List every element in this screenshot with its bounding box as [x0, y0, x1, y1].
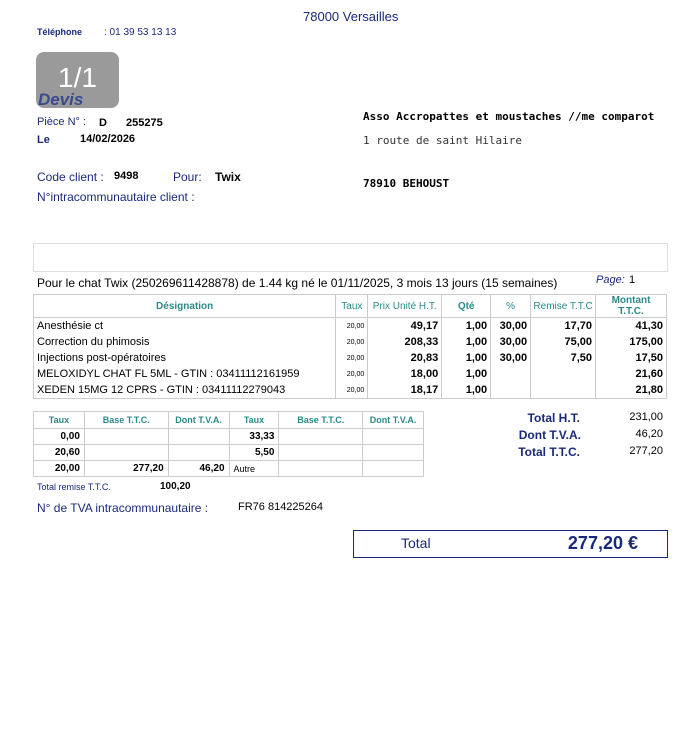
- cell-designation: XEDEN 15MG 12 CPRS - GTIN : 03411112279043: [34, 382, 336, 399]
- piece-number: 255275: [126, 117, 163, 129]
- cell-percent: 30,00: [491, 318, 531, 335]
- cell-remise: 17,70: [531, 318, 596, 335]
- cell-designation: Anesthésie ct: [34, 318, 336, 335]
- cell-qte: 1,00: [442, 350, 491, 366]
- lines-table: [33, 294, 667, 399]
- total-ht-value: 231,00: [629, 411, 663, 423]
- client-address: 1 route de saint Hilaire: [363, 134, 522, 147]
- table-row: [34, 382, 667, 399]
- col-percent: %: [491, 295, 531, 318]
- piece-prefix: D: [99, 117, 107, 129]
- vat-header-row: [34, 412, 424, 429]
- total-ttc-label: Total T.T.C.: [518, 445, 580, 459]
- vat-cell: [84, 429, 168, 445]
- total-remise-value: 100,20: [160, 481, 191, 492]
- document-date: 14/02/2026: [80, 133, 136, 145]
- vat-cell: [168, 429, 229, 445]
- table-row: [34, 366, 667, 382]
- cell-designation: MELOXIDYL CHAT FL 5ML - GTIN : 03411112161959: [34, 366, 336, 382]
- grand-total-label: Total: [401, 535, 431, 551]
- total-remise-label: Total remise T.T.C.: [37, 482, 111, 492]
- vat-cell: 0,00: [34, 429, 85, 445]
- cell-prix: 49,17: [368, 318, 442, 335]
- cell-taux: 20,00: [336, 382, 368, 399]
- vat-cell: [279, 429, 363, 445]
- col-qte: Qté: [442, 295, 491, 318]
- cell-prix: 18,00: [368, 366, 442, 382]
- vat-cell: 46,20: [168, 461, 229, 477]
- cell-montant: 21,60: [596, 366, 667, 382]
- cell-qte: 1,00: [442, 382, 491, 399]
- cell-percent: 30,00: [491, 334, 531, 350]
- client-city: 78910 BEHOUST: [363, 177, 450, 190]
- telephone-label: Téléphone: [37, 27, 83, 37]
- vat-cell: 20,60: [34, 445, 85, 461]
- page-label: Page:: [596, 274, 625, 286]
- notes-box: [33, 243, 668, 272]
- vat-cell: [84, 445, 168, 461]
- tva-intra-value: FR76 814225264: [238, 501, 324, 513]
- piece-label: Pièce N° :: [37, 116, 87, 128]
- date-label: Le: [37, 134, 50, 146]
- cell-prix: 20,83: [368, 350, 442, 366]
- cell-montant: 17,50: [596, 350, 667, 366]
- cell-designation: Injections post-opératoires: [34, 350, 336, 366]
- vat-col-dont-tva-2: Dont T.V.A.: [363, 412, 424, 429]
- cell-prix: 208,33: [368, 334, 442, 350]
- cell-remise: [531, 382, 596, 399]
- cell-percent: 30,00: [491, 350, 531, 366]
- page-badge-text: 1/1: [58, 62, 97, 93]
- pour-label: Pour:: [173, 170, 202, 184]
- vat-cell: [363, 461, 424, 477]
- patient-description: Pour le chat Twix (250269611428878) de 1.44 kg né le 01/11/2025, 3 mois 13 jours (15 semaines): [37, 276, 558, 290]
- vat-cell: Autre: [229, 461, 279, 477]
- cell-taux: 20,00: [336, 350, 368, 366]
- cell-remise: [531, 366, 596, 382]
- vat-cell: 20,00: [34, 461, 85, 477]
- cell-prix: 18,17: [368, 382, 442, 399]
- vat-cell: [363, 429, 424, 445]
- table-row: [34, 318, 667, 335]
- vat-col-base-2: Base T.T.C.: [279, 412, 363, 429]
- client-name: Asso Accropattes et moustaches //me comparot: [363, 110, 655, 123]
- col-montant: Montant T.T.C.: [596, 295, 667, 318]
- col-taux: Taux: [336, 295, 368, 318]
- vat-cell: [279, 461, 363, 477]
- total-tva-value: 46,20: [635, 428, 663, 440]
- pour-value: Twix: [215, 170, 241, 184]
- table-row: [34, 445, 424, 461]
- table-row: [34, 429, 424, 445]
- vat-cell: [168, 445, 229, 461]
- cell-qte: 1,00: [442, 334, 491, 350]
- company-city: 78000 Versailles: [303, 9, 399, 24]
- client-intra-label: N°intracommunautaire client :: [37, 190, 195, 204]
- page-number: 1: [629, 274, 636, 286]
- cell-montant: 175,00: [596, 334, 667, 350]
- cell-percent: [491, 382, 531, 399]
- total-ttc-value: 277,20: [629, 445, 663, 457]
- vat-col-taux: Taux: [34, 412, 85, 429]
- cell-qte: 1,00: [442, 366, 491, 382]
- cell-taux: 20,00: [336, 334, 368, 350]
- tva-intra-label: N° de TVA intracommunautaire :: [37, 501, 209, 515]
- table-row: [34, 350, 667, 366]
- grand-total-value: 277,20 €: [567, 533, 638, 553]
- cell-montant: 41,30: [596, 318, 667, 335]
- vat-col-base: Base T.T.C.: [84, 412, 168, 429]
- total-ht-label: Total H.T.: [527, 411, 580, 425]
- cell-qte: 1,00: [442, 318, 491, 335]
- vat-cell: 33,33: [229, 429, 279, 445]
- vat-breakdown-table: [33, 411, 424, 477]
- col-prix-unite: Prix Unité H.T.: [368, 295, 442, 318]
- telephone-value: : 01 39 53 13 13: [104, 27, 177, 38]
- table-row: [34, 461, 424, 477]
- cell-remise: 75,00: [531, 334, 596, 350]
- cell-taux: 20,00: [336, 318, 368, 335]
- vat-cell: [363, 445, 424, 461]
- vat-col-dont-tva: Dont T.V.A.: [168, 412, 229, 429]
- client-code-value: 9498: [114, 170, 139, 182]
- client-code-label: Code client :: [37, 170, 104, 184]
- cell-taux: 20,00: [336, 366, 368, 382]
- vat-cell: 277,20: [84, 461, 168, 477]
- table-row: [34, 334, 667, 350]
- col-remise: Remise T.T.C: [531, 295, 596, 318]
- vat-col-taux-2: Taux: [229, 412, 279, 429]
- cell-montant: 21,80: [596, 382, 667, 399]
- vat-cell: 5,50: [229, 445, 279, 461]
- total-tva-label: Dont T.V.A.: [518, 428, 581, 442]
- lines-header-row: [34, 295, 667, 318]
- vat-cell: [279, 445, 363, 461]
- cell-percent: [491, 366, 531, 382]
- document-type: Devis: [38, 90, 84, 109]
- col-designation: Désignation: [34, 295, 336, 318]
- cell-remise: 7,50: [531, 350, 596, 366]
- cell-designation: Correction du phimosis: [34, 334, 336, 350]
